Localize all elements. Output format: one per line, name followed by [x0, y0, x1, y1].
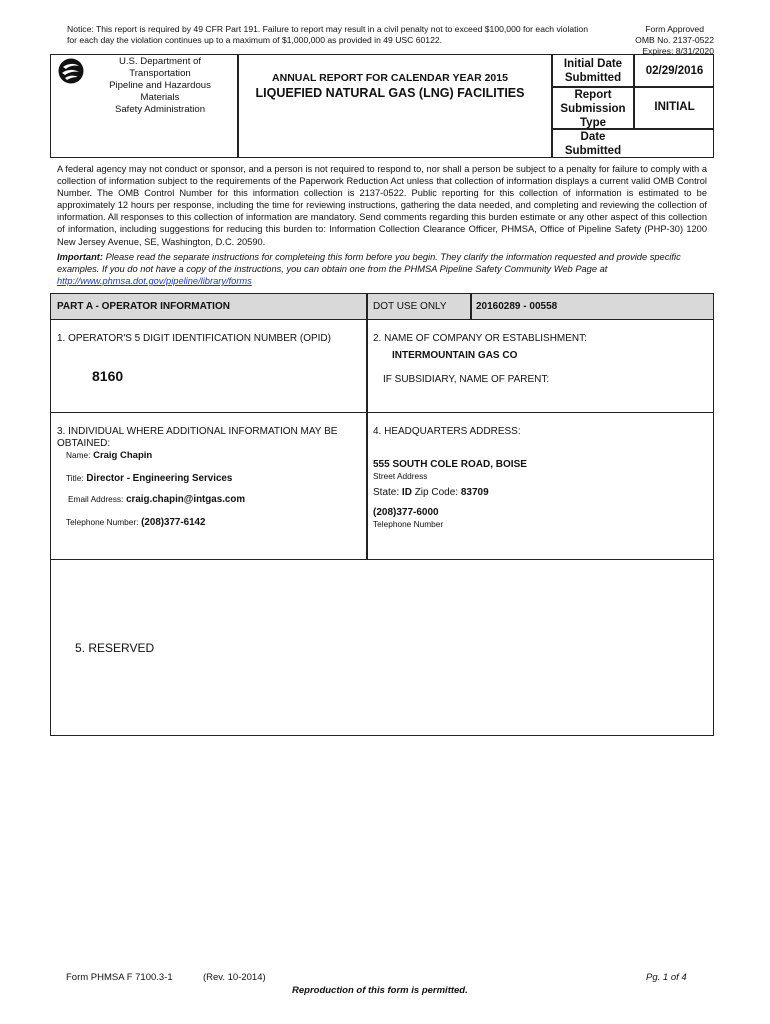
divider — [470, 293, 472, 320]
part-a-title: PART A - OPERATOR INFORMATION — [57, 301, 230, 312]
opid-label: 1. OPERATOR'S 5 DIGIT IDENTIFICATION NUMBER (OPID) — [57, 333, 331, 344]
subsidiary-label: IF SUBSIDIARY, NAME OF PARENT: — [383, 374, 550, 385]
agency-line: Safety Administration — [114, 104, 206, 115]
divider — [366, 319, 368, 413]
phone-label: Telephone Number: — [66, 517, 139, 527]
state-label: State: — [373, 487, 400, 498]
omb-number: OMB No. 2137-0522 — [635, 35, 714, 45]
contact-name-row — [66, 450, 152, 461]
date-submitted-label: Date Submitted — [564, 131, 622, 157]
agency-line: Pipeline and Hazardous — [109, 80, 211, 91]
submission-type-label: Report Submission Type — [560, 89, 626, 129]
contact-phone: (208)377-6142 — [141, 517, 206, 528]
important-label: Important: — [57, 252, 103, 262]
paperwork-notice: A federal agency may not conduct or sponsor, and a person is not required to respond to, nor shall a person be subject to a penalty for failure to comply with a collection of information subject to the requirements of the Paperwork Reduction Act unless that collection of information displays a current valid OMB Control Number. The OMB Control Number for this information collection is 2137-0522. Public reporting for this collection of information is estimated to be approximately 12 hours per response, including the time for reviewing instructions, gathering the data needed, and completing and reviewing the collection of information. All responses to this collection of information are mandatory. Send comments regarding this burden estimate or any other aspect of this collection of information, including suggestions for reducing this burden to: Information Collection Clearance Officer, PHMSA, Office of Pipeline Safety (PHP-30) 1200 New Jersey Avenue, SE, Washington, D.C. 20590. — [57, 164, 707, 247]
report-title: ANNUAL REPORT FOR CALENDAR YEAR 2015 — [272, 72, 508, 84]
agency-line: U.S. Department of — [118, 56, 202, 67]
street-label: Street Address — [373, 471, 428, 481]
title-label: Title: — [66, 473, 84, 483]
hq-phone-label: Telephone Number — [373, 519, 444, 529]
contact-phone-row — [66, 517, 205, 528]
hq-state-zip — [373, 487, 489, 499]
hq-street: 555 SOUTH COLE ROAD, BOISE — [373, 459, 527, 470]
name-label: Name: — [66, 450, 91, 460]
contact-title: Director - Engineering Services — [86, 473, 233, 484]
report-subtitle: LIQUEFIED NATURAL GAS (LNG) FACILITIES — [255, 86, 525, 100]
opid-value: 8160 — [92, 368, 124, 384]
omb-info — [574, 24, 714, 57]
initial-date-value: 02/29/2016 — [645, 65, 704, 77]
email-label: Email Address: — [68, 494, 124, 504]
dot-use-label: DOT USE ONLY — [373, 301, 447, 312]
dot-use-value: 20160289 - 00558 — [476, 301, 558, 312]
form-number: Form PHMSA F 7100.3-1 — [66, 972, 173, 983]
contact-email-row — [68, 494, 245, 505]
divider — [366, 412, 368, 560]
reproduction-note: Reproduction of this form is permitted. — [292, 985, 468, 996]
agency-name — [90, 56, 230, 116]
notice-line1: Notice: This report is required by 49 CFR Part 191. Failure to report may result in a civil penalty not to exceed $100,000 for each violation — [67, 24, 588, 34]
initial-date-label: Initial Date Submitted — [563, 58, 623, 84]
important-text: Please read the separate instructions for completeing this form before you begin. They clarify the information requested and provide specific examples. If you do not have a copy of the instructions, you can obtain one from the PHMSA Pipeline Safety Community Web Page at — [57, 252, 681, 275]
form-approved: Form Approved — [645, 24, 704, 34]
divider — [366, 293, 368, 320]
notice — [67, 24, 627, 46]
hq-phone: (208)377-6000 — [373, 507, 439, 518]
agency-line: Materials — [140, 92, 180, 103]
contact-name: Craig Chapin — [93, 450, 153, 461]
notice-line2: for each day the violation continues up to a maximum of $1,000,000 as provided in 49 USC 60122. — [67, 35, 443, 45]
submission-type-value: INITIAL — [654, 101, 695, 113]
hq-label: 4. HEADQUARTERS ADDRESS: — [373, 426, 521, 437]
reserved-label: 5. RESERVED — [75, 641, 155, 655]
page-number: Pg. 1 of 4 — [646, 972, 687, 983]
instructions-link[interactable]: http://www.phmsa.dot.gov/pipeline/library/forms — [57, 276, 252, 287]
form-revision: (Rev. 10-2014) — [203, 972, 266, 983]
contact-title-row — [66, 473, 232, 484]
company-label: 2. NAME OF COMPANY OR ESTABLISHMENT: — [373, 333, 587, 344]
agency-line: Transportation — [129, 68, 191, 79]
contact-email: craig.chapin@intgas.com — [126, 494, 246, 505]
dot-logo-icon — [58, 58, 84, 84]
divider — [237, 54, 239, 158]
important-note — [57, 251, 707, 287]
zip-value: 83709 — [460, 487, 489, 498]
omb-expires: Expires: 8/31/2020 — [642, 46, 714, 56]
contact-label: 3. INDIVIDUAL WHERE ADDITIONAL INFORMATION MAY BE OBTAINED: — [57, 426, 338, 449]
zip-label: Zip Code: — [414, 487, 459, 498]
state-value: ID — [401, 487, 412, 498]
company-value: INTERMOUNTAIN GAS CO — [392, 350, 518, 361]
